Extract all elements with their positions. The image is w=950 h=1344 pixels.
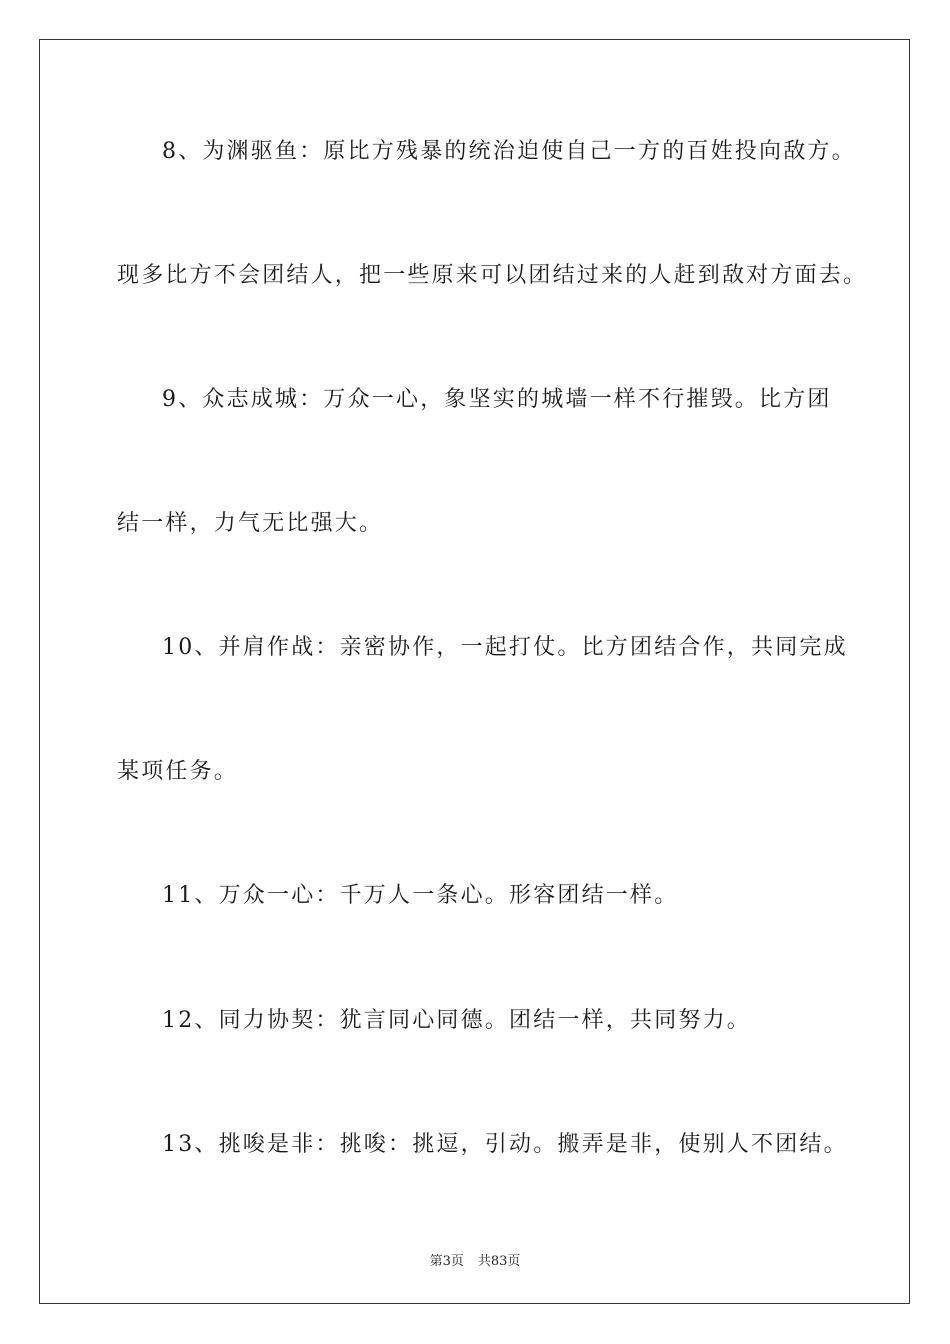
paragraph-line: 现多比方不会团结人，把一些原来可以团结过来的人赶到敌对方面去。 <box>117 263 868 288</box>
page-total: 共83页 <box>477 1254 521 1269</box>
page-border <box>39 39 910 1304</box>
paragraph-line: 9、众志成城：万众一心，象坚实的城墙一样不行摧毁。比方团 <box>162 387 832 412</box>
paragraph-line: 10、并肩作战：亲密协作，一起打仗。比方团结合作，共同完成 <box>162 635 848 660</box>
paragraph-line: 8、为渊驱鱼：原比方残暴的统治迫使自己一方的百姓投向敌方。 <box>162 139 856 164</box>
paragraph-line: 11、万众一心：千万人一条心。形容团结一样。 <box>162 883 679 908</box>
paragraph-line: 13、挑唆是非：挑唆：挑逗，引动。搬弄是非，使别人不团结。 <box>162 1132 848 1157</box>
page-footer <box>0 1250 950 1269</box>
paragraph-line: 12、同力协契：犹言同心同德。团结一样，共同努力。 <box>162 1008 751 1033</box>
paragraph-line: 结一样，力气无比强大。 <box>117 511 384 536</box>
page-number: 第3页 <box>429 1254 464 1269</box>
paragraph-line: 某项任务。 <box>117 759 239 784</box>
